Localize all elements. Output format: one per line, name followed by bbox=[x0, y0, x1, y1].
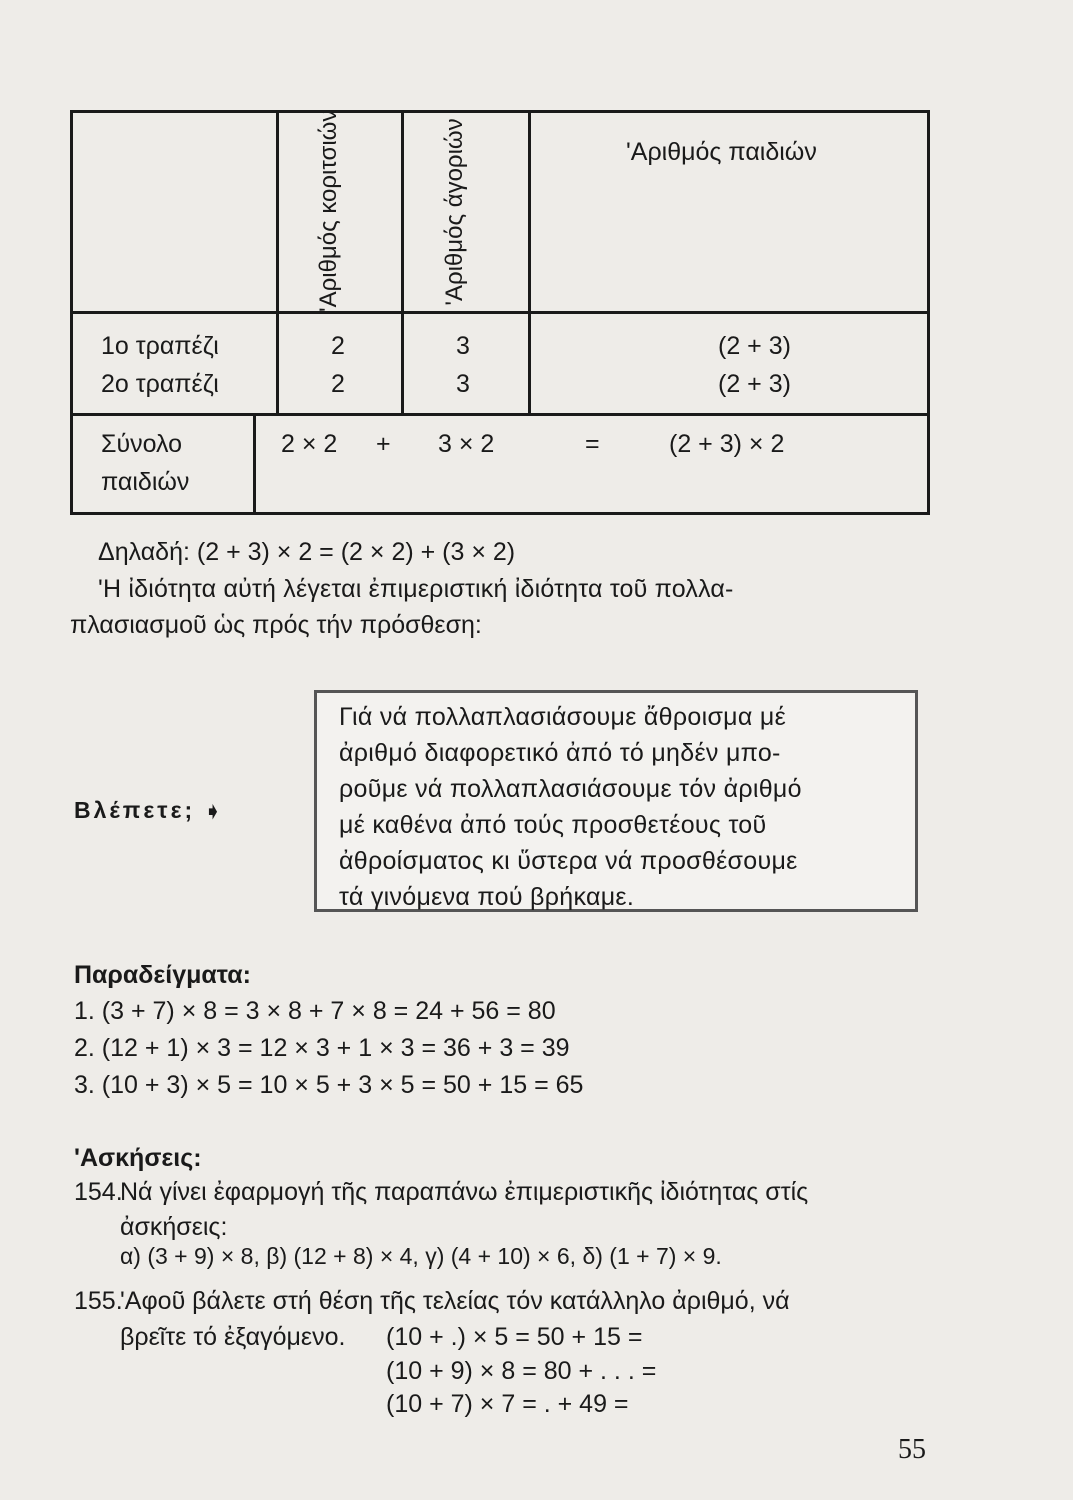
rule-line: Γιά νά πολλαπλασιάσουμε ἄθροισμα μέ bbox=[339, 703, 787, 731]
ex155-number: 155. bbox=[74, 1287, 123, 1315]
total-label-line2: παιδιών bbox=[101, 468, 190, 496]
header-boys-text: 'Αριθμός άγοριών bbox=[441, 118, 468, 306]
total-plus: + bbox=[376, 430, 391, 458]
ex154-number: 154. bbox=[74, 1178, 123, 1206]
row2-boys: 3 bbox=[456, 370, 470, 398]
row1-boys: 3 bbox=[456, 332, 470, 360]
row1-label: 1ο τραπέζι bbox=[101, 332, 219, 360]
row2-children: (2 + 3) bbox=[718, 370, 791, 398]
example-item: 1. (3 + 7) × 8 = 3 × 8 + 7 × 8 = 24 + 56 = 80 bbox=[74, 997, 556, 1025]
rule-text bbox=[339, 699, 802, 915]
table-col-divider bbox=[528, 113, 531, 413]
intro-line1: 'Η ἰδιότητα αὐτή λέγεται ἐπιμεριστική ἰδιότητα τοῦ πολλα- bbox=[98, 575, 734, 603]
total-equals: = bbox=[585, 430, 600, 458]
header-girls bbox=[315, 109, 361, 312]
ex155-eq2: (10 + 9) × 8 = 80 + . . . = bbox=[386, 1357, 657, 1385]
page-number: 55 bbox=[898, 1434, 926, 1465]
row2-girls: 2 bbox=[331, 370, 345, 398]
examples-heading: Παραδείγματα: bbox=[74, 961, 251, 989]
example-item: 3. (10 + 3) × 5 = 10 × 5 + 3 × 5 = 50 + 15 = 65 bbox=[74, 1071, 584, 1099]
table-col-divider bbox=[276, 113, 279, 413]
table-header-divider bbox=[73, 311, 927, 314]
header-girls-text: 'Αριθμός κοριτσιών bbox=[315, 109, 342, 312]
intro-equation: Δηλαδή: (2 + 3) × 2 = (2 × 2) + (3 × 2) bbox=[98, 538, 516, 566]
total-label-line1: Σύνολο bbox=[101, 430, 183, 458]
rule-line: ἀθροίσματος κι ὕστερα νά προσθέσουμε bbox=[339, 847, 798, 875]
ex154-line1: Νά γίνει ἐφαρμογή τῆς παραπάνω ἐπιμεριστικῆς ἰδιότητας στίς bbox=[120, 1178, 809, 1206]
rule-box bbox=[314, 690, 918, 912]
rule-line: ροῦμε νά πολλαπλασιάσουμε τόν ἀριθμό bbox=[339, 775, 802, 803]
arrow-right-icon: ➧ bbox=[204, 801, 225, 823]
rule-line: μέ καθένα ἀπό τούς προσθετέους τοῦ bbox=[339, 811, 767, 839]
ex154-line3: α) (3 + 9) × 8, β) (12 + 8) × 4, γ) (4 + 10) × 6, δ) (1 + 7) × 9. bbox=[120, 1243, 722, 1269]
exercises-heading: 'Ασκήσεις: bbox=[74, 1144, 202, 1172]
total-result: (2 + 3) × 2 bbox=[669, 430, 785, 458]
see-label bbox=[74, 797, 224, 825]
ex155-eq3: (10 + 7) × 7 = . + 49 = bbox=[386, 1390, 629, 1418]
table-col-divider bbox=[401, 113, 404, 413]
intro-line2: πλασιασμοῦ ὡς πρός τήν πρόσθεση: bbox=[70, 611, 482, 639]
total-girls-expr: 2 × 2 bbox=[281, 430, 338, 458]
ex155-eq1: (10 + .) × 5 = 50 + 15 = bbox=[386, 1323, 643, 1351]
example-item: 2. (12 + 1) × 3 = 12 × 3 + 1 × 3 = 36 + 3 = 39 bbox=[74, 1034, 570, 1062]
table-total-divider bbox=[73, 413, 927, 416]
rule-line: ἀριθμό διαφορετικό ἀπό τό μηδέν μπο- bbox=[339, 739, 781, 767]
ex154-line2: ἀσκήσεις: bbox=[120, 1213, 228, 1241]
header-boys bbox=[441, 112, 487, 312]
children-table bbox=[70, 110, 930, 515]
total-boys-expr: 3 × 2 bbox=[438, 430, 495, 458]
header-children: 'Αριθμός παιδιών bbox=[626, 138, 817, 166]
ex155-line1: 'Αφοῦ βάλετε στή θέση τῆς τελείας τόν κατάλληλο ἀριθμό, νά bbox=[120, 1287, 790, 1315]
ex155-line2: βρεῖτε τό ἐξαγόμενο. bbox=[120, 1323, 346, 1351]
see-label-text: Βλέπετε; bbox=[74, 797, 196, 823]
rule-line: τά γινόμενα πού βρήκαμε. bbox=[339, 883, 635, 911]
row1-girls: 2 bbox=[331, 332, 345, 360]
row1-children: (2 + 3) bbox=[718, 332, 791, 360]
row2-label: 2ο τραπέζι bbox=[101, 370, 219, 398]
table-col-divider bbox=[253, 413, 256, 515]
